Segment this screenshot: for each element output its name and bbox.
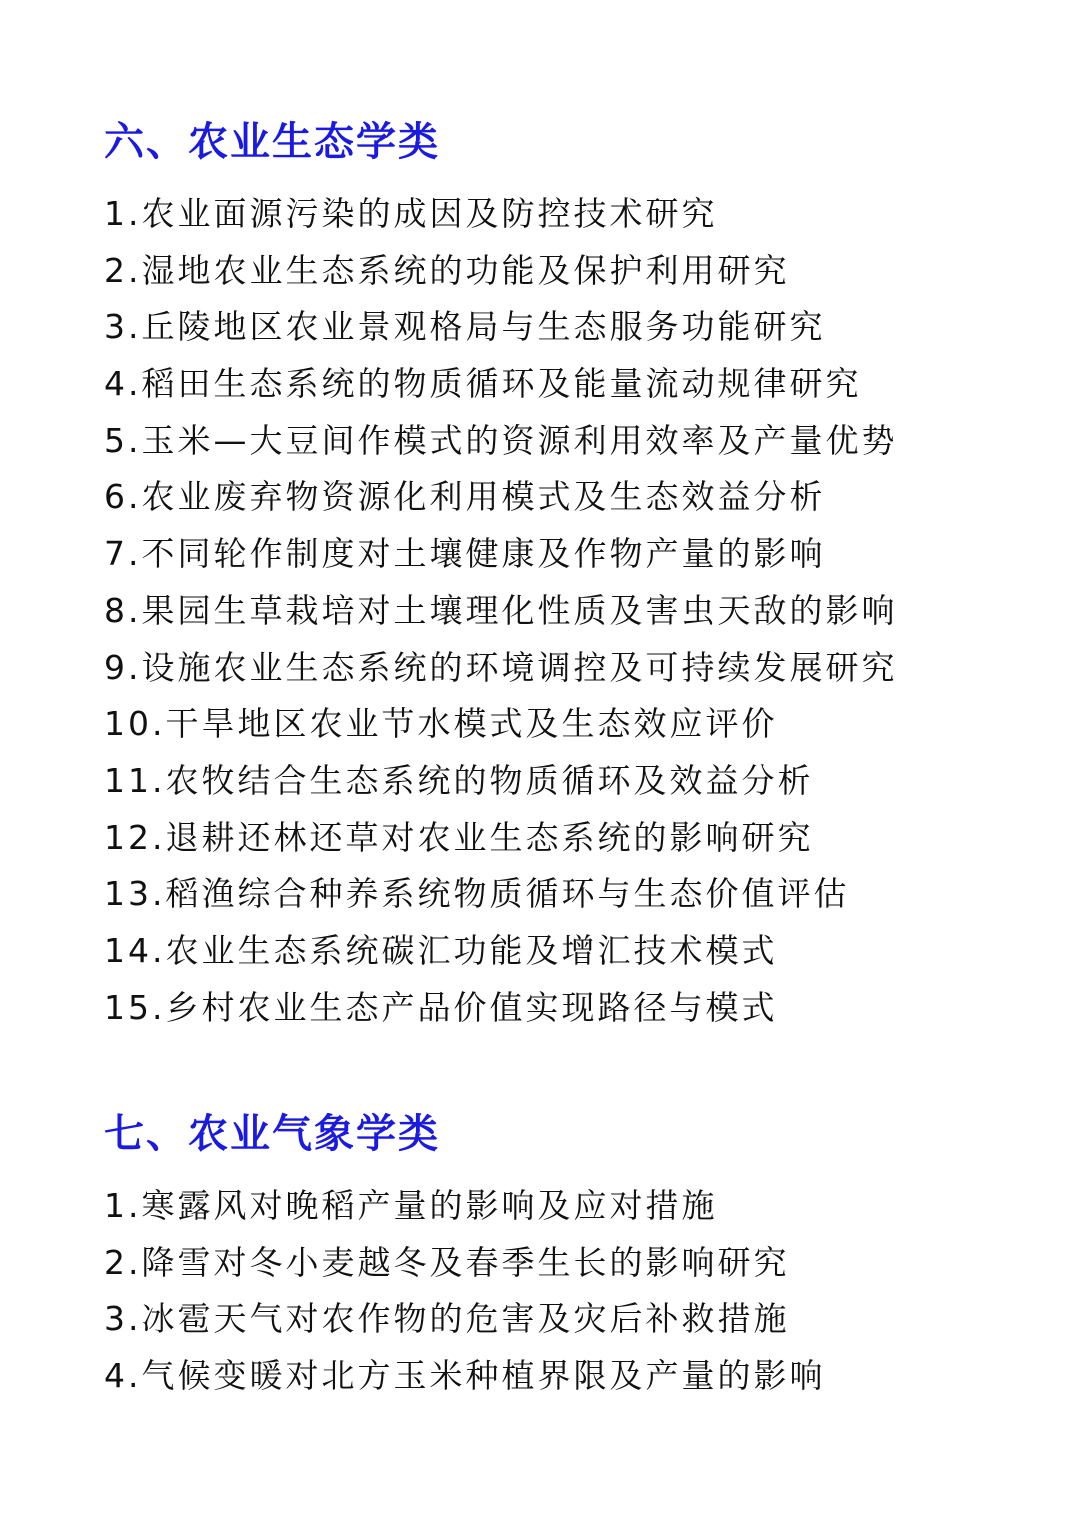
list-item: 1.寒露风对晚稻产量的影响及应对措施 xyxy=(104,1186,718,1225)
list-item: 8.果园生草栽培对土壤理化性质及害虫天敌的影响 xyxy=(104,590,898,630)
section-agro-meteorology xyxy=(104,1104,1004,1405)
list-item: 2.降雪对冬小麦越冬及春季生长的影响研究 xyxy=(104,1242,790,1282)
section-heading: 六、农业生态学类 xyxy=(104,118,440,165)
list-item: 1.农业面源污染的成因及防控技术研究 xyxy=(104,194,718,233)
list-item: 13.稻渔综合种养系统物质循环与生态价值评估 xyxy=(104,874,850,914)
list-item: 6.农业废弃物资源化利用模式及生态效益分析 xyxy=(104,477,826,517)
list-item: 9.设施农业生态系统的环境调控及可持续发展研究 xyxy=(104,647,898,687)
list-item: 12.退耕还林还草对农业生态系统的影响研究 xyxy=(104,817,814,857)
topic-list xyxy=(104,1178,1004,1405)
list-item: 11.农牧结合生态系统的物质循环及效益分析 xyxy=(104,760,814,800)
list-item: 7.不同轮作制度对土壤健康及作物产量的影响 xyxy=(104,534,826,574)
list-item: 5.玉米—大豆间作模式的资源利用效率及产量优势 xyxy=(104,420,898,460)
section-heading: 七、农业气象学类 xyxy=(104,1110,440,1157)
list-item: 4.气候变暖对北方玉米种植界限及产量的影响 xyxy=(104,1356,826,1396)
list-item: 4.稻田生态系统的物质循环及能量流动规律研究 xyxy=(104,364,862,404)
section-agro-ecology xyxy=(104,112,1004,1036)
list-item: 3.丘陵地区农业景观格局与生态服务功能研究 xyxy=(104,307,826,347)
list-item: 15.乡村农业生态产品价值实现路径与模式 xyxy=(104,987,778,1027)
list-item: 2.湿地农业生态系统的功能及保护利用研究 xyxy=(104,250,790,290)
topic-list xyxy=(104,186,1004,1036)
list-item: 14.农业生态系统碳汇功能及增汇技术模式 xyxy=(104,930,778,970)
list-item: 3.冰雹天气对农作物的危害及灾后补救措施 xyxy=(104,1299,790,1339)
list-item: 10.干旱地区农业节水模式及生态效应评价 xyxy=(104,704,778,744)
